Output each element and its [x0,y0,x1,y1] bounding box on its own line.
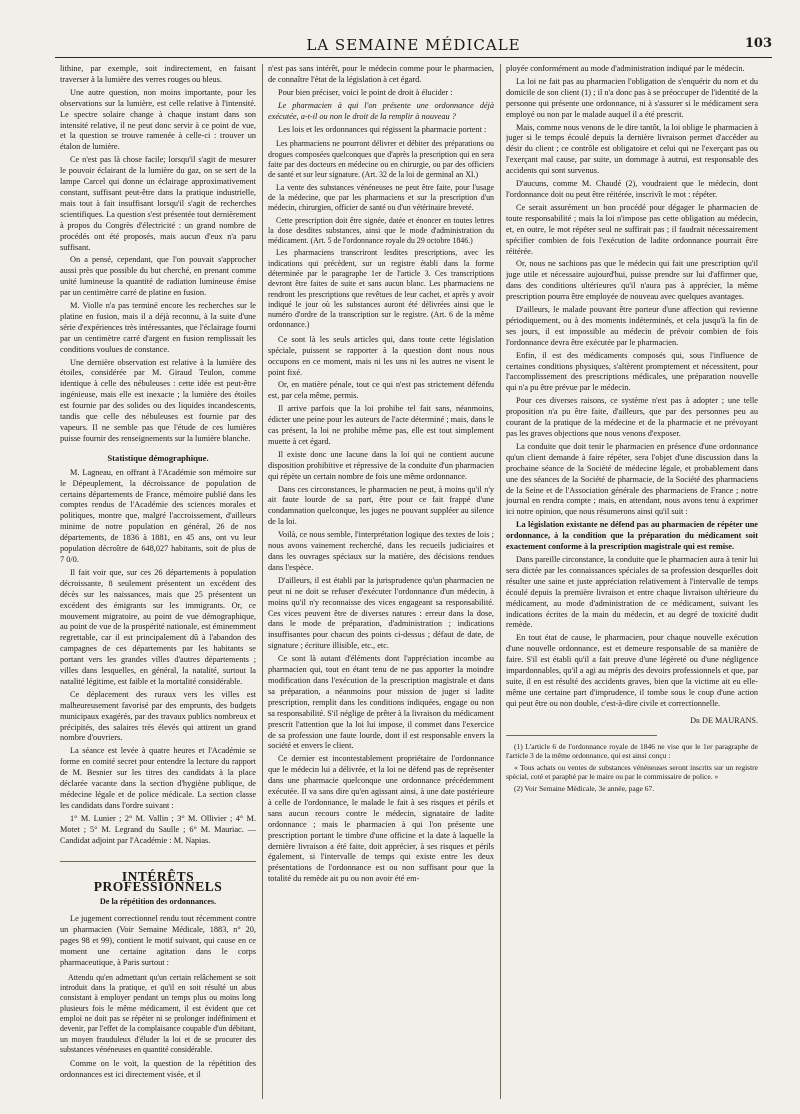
quote-paragraph: Cette prescription doit être signée, datée et énoncer en toutes lettres la dose desdites substances, ainsi que le mode d'administration du médicament. (Art. 5 de l'ordonnance royale du 29 octobre 1846.) [268,215,494,246]
footnote: « Tous achats ou ventes de substances vénéneuses seront inscrits sur un registre spécial, coté et paraphé par le maire ou par le commissaire de police. » [506,762,758,782]
column-3 [506,64,758,1099]
paragraph: 1° M. Lunier ; 2° M. Vallin ; 3° M. Ollivier ; 4° M. Motet ; 5° M. Legrand du Saulle ; 6° M. Mauriac. — Candidat adjoint par l'Académie : M. Napias. [60,813,256,845]
paragraph: Comme on le voit, la question de la répétition des ordonnances est ici directement visée, et il [60,1059,256,1080]
paragraph: En tout état de cause, le pharmacien, pour chaque nouvelle exécution d'une nouvelle ordonnance, est et demeure responsable de sa manière de faire. S'il est établi qu'il a fait preuve d'une légèreté ou d'une négligence impardonnables, qu'il a agi au mépris des devoirs professionnels et que, par suite, il en est résulté des accidents graves, bien que la victime ait eu elle-même une certaine part d'imprudence, il tombe sous le coup d'une action qui peut être ou non double, c'est-à-dire civile et correctionnelle. [506,633,758,708]
section-title: INTÉRÊTS PROFESSIONNELS [60,861,256,894]
paragraph: Ce dernier est incontestablement propriétaire de l'ordonnance que le médecin lui a délivrée, et la loi ne défend pas de représenter dans une pharmacie quelconque une ordonnance précédemment exécutée. Il va sans dire qu'en agissant ainsi, à une date postérieure à celle de l'ordonnance, le malade le fait à ses risques et périls et sans aucun recours contre le médecin, signataire de ladite ordonnance ; mais le pharmacien à qui l'on présente une prescription portant le timbre d'une officine et la date à laquelle la dernière livraison a été faite, doit apprécier, à ses risques et périls également, si l'intervalle de temps qui existe entre les deux présentations de l'ordonnance est ou non suffisant pour que la totalité du remède ait pu ou non avoir été em- [268,754,494,884]
author-signature: Dr DE MAURANS. [690,715,758,725]
paragraph: La conduite que doit tenir le pharmacien en présence d'une ordonnance qu'un client demande à faire répéter, sera l'objet d'une discussion dans la prochaine séance de la Société de médecine légale, et probablement dans une des séances de la Société de pharmacie, de la Société des pharmaciens de la Seine et de l'Association générale des pharmaciens de France ; notre journal en rendra compte ; mais, en attendant, nous avons tenu à exprimer ici notre opinion, que nous résumerons ainsi qu'il suit : [506,441,758,517]
paragraph: Dans ces circonstances, le pharmacien ne peut, à moins qu'il n'y ait faute lourde de sa part, être pour ce fait frappé d'une condamnation quelconque, les juges ne pouvant suppléer au silence de la loi. [268,484,494,527]
paragraph: ployée conformément au mode d'administration indiqué par le médecin. [506,64,745,73]
paragraph: Voilà, ce nous semble, l'interprétation logique des textes de lois ; nous avons vainement recherché, dans les recueils judiciaires et dans les ouvrages spéciaux sur la matière, des décisions rendues dans l'espèce. [268,530,494,572]
paragraph: Ce sont là autant d'éléments dont l'appréciation incombe au pharmacien qui, tout en étant tenu de ne pas apporter la moindre modification dans l'exécution de la prescription magistrale et dans sa préparation, a néanmoins pour mission de juger si ladite prescription, remplit dans les conditions indiquées, engage ou non sa responsabilité. S'il néglige de prêter à la livraison du médicament prescrit l'attention que la loi lui impose, il commet dans l'exercice de sa profession une faute lourde, dont il est responsable envers la société et envers le client. [268,654,494,751]
footnote: (1) L'article 6 de l'ordonnance royale de 1846 ne vise que le 1er paragraphe de l'article 3 de la même ordonnance, qui est ainsi conçu : [506,741,758,761]
quote-paragraph: Les pharmaciens ne pourront délivrer et débiter des préparations ou drogues composées quelconques que d'après la prescription qui en sera faite par des docteurs en médecine ou en chirurgie, ou par des officiers de santé et sur leur signature. (Art. 32 de la loi de germinal an XI.) [268,139,494,180]
paragraph: Une dernière observation est relative à la lumière des étoiles, considérée par M. Giraud Teulon, comme identique à celle des nébuleuses : cette idée est peut-être ingénieuse, mais elle est inexacte ; la lumière des étoiles est fournie par des solides ou des liquides incandescents, tandis que celle des nébuleuses est fournie par des vapeurs. Il ne semble pas que l'étude de ces lumières puisse fournir des renseignements sur la lumière blanche. [60,357,256,443]
running-header [55,36,772,58]
paragraph: Il fait voir que, sur ces 26 départements à population décroissante, 8 seulement présentent un excédent des décès sur les naissances, mais que 25 présentent un excédent des émigrants sur les immigrants. Or, ce mouvement migratoire, au point de vue démographique, au point de vue de la prospérité nationale, est éminemment regrettable, car il est principalement dû à l'abandon des campagnes de ces départements par les habitants se portant vers les grandes villes d'autres départements ; villes dans lesquelles, en général, la natalité, surtout la natalité légitime, est faible et la mortalité considérable. [60,567,256,686]
paragraph: lithine, par exemple, soit indirectement, en faisant traverser à la lumière des verres rouges ou bleus. [60,64,256,84]
paragraph: Dans pareille circonstance, la conduite que le pharmacien aura à tenir lui sera dictée par les connaissances spéciales de sa profession desquelles doit résulter une saine et juste appréciation relativement à l'intervalle de temps écoulé depuis la première livraison et entre chaque livraison ultérieure du médicament, au mode d'administration de ce médicament, suivant les indications écrites de la main du médecin, et au degré de toxicité dudit remède. [506,554,758,630]
paragraph: D'ailleurs, le malade pouvant être porteur d'une affection qui revienne périodiquement, ou à des moments indéterminés, et cela jusqu'à la fin de ses jours, il est impossible au médecin de prévoir combien de fois l'ordonnance devra être exécutée par le pharmacien. [506,305,758,347]
paragraph: Pour bien préciser, voici le point de droit à élucider : [278,87,453,97]
paragraph: Or, en matière pénale, tout ce qui n'est pas strictement défendu est, par cela même, permis. [268,380,494,401]
paragraph: Ce déplacement des ruraux vers les villes est malheureusement favorisé par des emprunts, des budgets municipaux exagérés, par des travaux publics nombreux et précipités, des salaires très élevés qui attirent un grand nombre d'ouvriers. [60,689,256,743]
paragraph: Le jugement correctionnel rendu tout récemment contre un pharmacien (Voir Semaine Médicale, 1883, n° 20, pages 98 et 99), contient le motif suivant, qui cause en ce moment une certaine agitation dans le corps pharmaceutique, à Paris surtout : [60,914,256,967]
paragraph: Ce sont là les seuls articles qui, dans toute cette législation spéciale, puissent se rapporter à la question dont nous nous occupons en ce moment, mais ni les uns ni les autres ne visent le point fixé. [268,334,494,377]
column-divider-1 [262,64,263,1099]
law-quotations [268,139,494,330]
paragraph: D'ailleurs, il est établi par la jurisprudence qu'un pharmacien ne peut ni ne doit se refuser d'exécuter l'ordonnance d'un médecin, à moins qu'il n'y reconnaisse des vices engageant sa responsabilité. Ces vices peuvent être de diverses natures : erreur dans la dose, dans le mode de préparation, d'administration ; indications insuffisantes pour chacun des points ci-dessus ; défaut de date, de signature ; écriture illisible, etc., etc. [268,575,494,651]
article-subtitle: De la répétition des ordonnances. [99,897,217,907]
paragraph: M. Lagneau, en offrant à l'Académie son mémoire sur le Dépeuplement, la décroissance de population de certains départements de France, mémoire publié dans les comptes rendus de l'Académie des sciences morales et politiques, montre que, malgré l'accroissement, d'ailleurs minime de notre population en général, 26 de nos départements, de 1836 à 1881, en 45 ans, ont vu leur population décroître de 648,027 habitants, soit de plus de 7 0/0. [60,467,256,564]
footnote-rule [506,735,657,736]
paragraph: Une autre question, non moins importante, pour les observations sur la lumière, est celle relative à l'intensité. Le spectre solaire change à chaque instant dans son intensité relative, il ne peut donc servir à ce point de vue, et la question se trouve ramenée à celle-ci : trouver un étalon de lumière. [60,87,256,152]
paragraph: M. Violle n'a pas terminé encore les recherches sur le platine en fusion, mais il a déjà reconnu, à la suite d'une série d'expériences très intéressantes, que l'éclairage fourni par un centimètre carré d'argent en fusion remplissait les conditions voulues de constance. [60,301,256,354]
quote-paragraph: Attendu qu'en admettant qu'un certain relâchement se soit introduit dans la pratique, et qu'il en soit résulté un abus consistant à employer pendant un temps plus ou moins long plusieurs fois le même médicament, il est évident que cet emploi ne doit pas se répéter ni se prolonger indéfiniment et devenir, par l'effet de la complaisance coupable d'un débitant, un moyen frauduleux d'éluder la loi et de se procurer des substances vénéneuses en quantité considérable. [60,972,256,1054]
column-2 [268,64,494,1099]
column-1 [60,64,256,1099]
paragraph: Pour ces diverses raisons, ce système n'est pas à adopter ; une telle proposition n'a pu être faite, d'ailleurs, que par des personnes peu au courant de la pratique de la médecine et de la pharmacie et ne prévoyant pas les graves objections que nous venons d'exposer. [506,396,758,438]
paragraph: Enfin, il est des médicaments composés qui, sous l'influence de certaines conditions physiques, s'altèrent promptement et nécessitent, pour l'accomplissement des prescriptions médicales, une préparation nouvelle qui n'a pu être prévue par le médecin. [506,350,758,393]
quote-paragraph: La vente des substances vénéneuses ne peut être faite, pour l'usage de la médecine, que par les pharmaciens et sur la prescription d'un médecin, chirurgien, officier de santé ou d'un vétérinaire breveté. [268,182,494,213]
paragraph: Il arrive parfois que la loi prohibe tel fait sans, néanmoins, édicter une peine pour les auteurs de l'acte déterminé ; mais, dans le cas présent, la loi ne prohibe même pas, elle est tout simplement muette à cet égard. [268,404,494,446]
paragraph: Or, nous ne sachions pas que le médecin qui fait une prescription qu'il juge utile et nécessaire aujourd'hui, puisse prendre sur lui d'affirmer que, dans des conditions ultérieures qu'il n'aura pas à apprécier, la même prescription pourra être employée de nouveau avec quelques avantages. [506,259,758,302]
paragraph: n'est pas sans intérêt, pour le médecin comme pour le pharmacien, de connaître l'état de la législation à cet égard. [268,64,494,84]
paragraph: La séance est levée à quatre heures et l'Académie se forme en comité secret pour entendre la lecture du rapport de M. Besnier sur les titres des candidats à la place déclarée vacante dans la section d'hygiène publique, de médecine légale et de police médicale. La section classe les candidats dans l'ordre suivant : [60,746,256,810]
paragraph: D'aucuns, comme M. Chaudé (2), voudraient que le médecin, dont l'ordonnance doit ou peut être réitérée, inscrivît le mot : répéter. [506,179,758,199]
conclusion-statement: La législation existante ne défend pas au pharmacien de répéter une ordonnance, à la condition que la préparation du médicament soit exactement conforme à la prescription magistrale qui est remise. [506,520,758,552]
question-statement: Le pharmacien à qui l'on présente une ordonnance déjà exécutée, a-t-il ou non le droit de la remplir à nouveau ? [268,100,494,121]
paragraph: On a pensé, cependant, que l'on pouvait s'approcher aussi près que possible du but cherché, en prenant comme unité lumineuse la quantité de radiation lumineuse émise par un centimètre carré de platine en fusion. [60,255,256,298]
paragraph: Ce n'est pas là chose facile; lorsqu'il s'agit de mesurer le pouvoir éclairant de la lumière du gaz, on se sert de la lampe Carcel qui donne un éclairage approximativement constant, suffisant peut-être dans la pratique industrielle, mais tout à fait insuffisant lorsqu'il s'agit de recherches scientifiques. La question s'est présentée tout dernièrement à propos du Congrès d'électricité : un grand nombre de procédés ont été proposés, mais aucun d'eux n'a paru suffisant. [60,155,256,252]
page-number: 103 [744,36,772,51]
column-divider-2 [500,64,501,1099]
paragraph: Ce serait assurément un bon procédé pour dégager le pharmacien de toute responsabilité ; mais la loi n'impose pas cette obligation au médecin, et, en outre, le mot répéter seul ne suffirait pas ; il faudrait nécessairement spécifier combien de fois l'exécution de ladite ordonnance pourrait être réitérée. [506,202,758,256]
quote-paragraph: Les pharmaciens transcriront lesdites prescriptions, avec les indications qui précèdent, sur un registre établi dans la forme déterminée par le paragraphe 1er de l'article 3. Ces transcriptions devront être faites de suite et sans aucun blanc. Les pharmaciens ne rendront les prescriptions que revêtues de leur cachet, et après y avoir indiqué le jour où les substances auront été délivrées ainsi que le numéro d'ordre de la transcription sur le registre. (Art. 6 de la même ordonnance.) [268,248,494,330]
paragraph: Les lois et les ordonnances qui régissent la pharmacie portent : [278,124,487,134]
paragraph: Il existe donc une lacune dans la loi qui ne contient aucune disposition prohibitive et répressive de la conduite d'un pharmacien qui répète un certain nombre de fois une même ordonnance. [268,449,494,481]
journal-title: LA SEMAINE MÉDICALE [306,36,521,54]
paragraph: Mais, comme nous venons de le dire tantôt, la loi oblige le pharmacien à juger si le temps écoulé depuis la dernière livraison permet d'accéder au désir du client ; ce contrôle est obligatoire et celui qui ne l'exerçant pas ou l'exerçant mal cause, par suite, un dommage à autrui, est responsable des accidents qui sont survenus. [506,122,758,176]
header-rule [55,57,772,58]
paragraph: La loi ne fait pas au pharmacien l'obligation de s'enquérir du nom et du domicile de son client (1) ; il n'a donc pas à se préoccuper de l'identité de la personne qui présente une ordonnance, ni à s'assurer si le médicament sera employé ou non par le malade auquel il a été prescrit. [506,76,758,119]
quoted-judgement [60,973,256,1055]
footnote: (2) Voir Semaine Médicale, 3e année, page 67. [514,783,655,793]
section-heading: Statistique démographique. [107,452,209,463]
